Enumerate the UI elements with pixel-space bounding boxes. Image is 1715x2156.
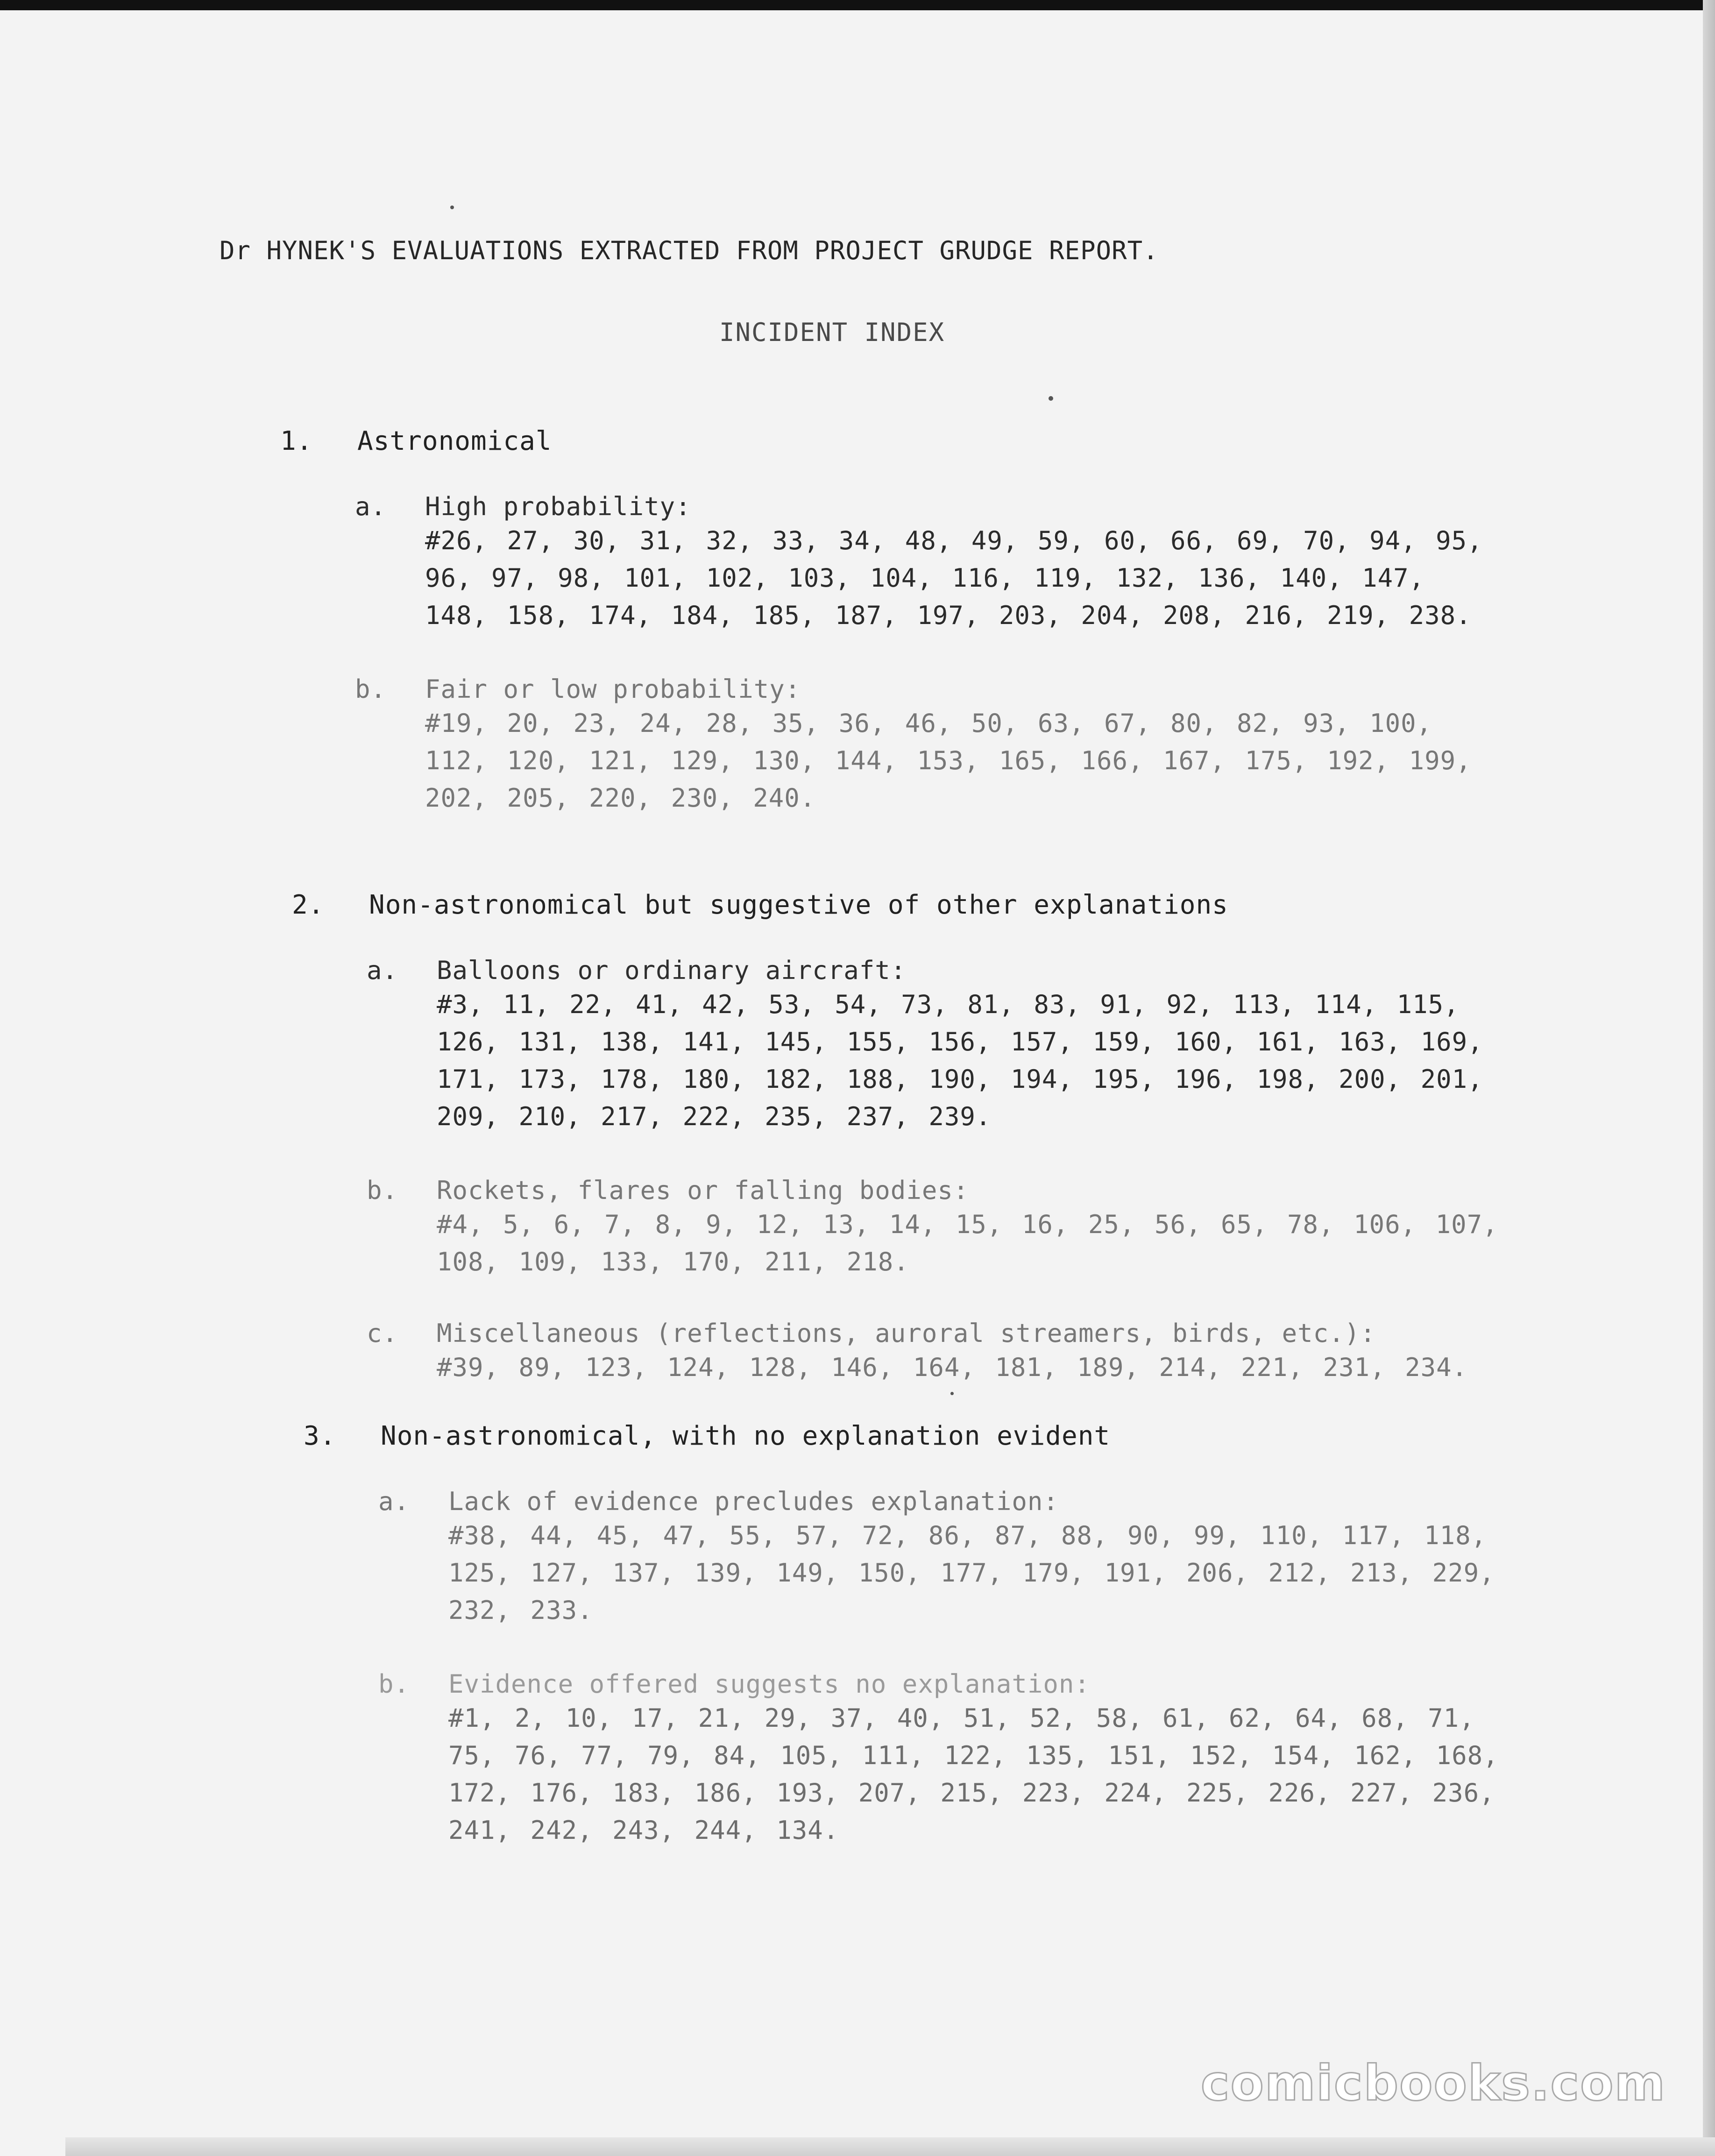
subsection-rockets-flares [367, 1175, 1511, 1281]
subsection-letter: a. [367, 956, 398, 985]
subsection-title: Miscellaneous (reflections, auroral streamers, birds, etc.): [437, 1319, 1376, 1348]
incident-list: #26, 27, 30, 31, 32, 33, 34, 48, 49, 59, 60, 66, 69, 70, 94, 95, 96, 97, 98, 101, 102, 103, 104, 116, 119, 132, 136, 140, 147, 148, 158, 174, 184, 185, 187, 197, 203, 204, 208, 216, 219, 238. [425, 526, 1483, 630]
section-heading [280, 426, 1499, 468]
subsection-letter: b. [355, 674, 387, 704]
section-heading [304, 1421, 1523, 1463]
section-title: Non-astronomical, with no explanation evident [381, 1421, 1111, 1451]
subsection-fair-probability [355, 674, 1499, 817]
document-title: Dr HYNEK'S EVALUATIONS EXTRACTED FROM PROJECT GRUDGE REPORT. [220, 236, 1159, 265]
subsection-title: High probability: [425, 492, 691, 521]
incident-list: #19, 20, 23, 24, 28, 35, 36, 46, 50, 63, 67, 80, 82, 93, 100, 112, 120, 121, 129, 130, 144, 153, 165, 166, 167, 175, 192, 199, 202, 205, 220, 230, 240. [425, 709, 1472, 813]
subsection-title: Evidence offered suggests no explanation: [448, 1669, 1090, 1699]
section-non-astronomical-unexplained [304, 1421, 1523, 1849]
subsection-label [367, 1318, 1511, 1349]
subsection-miscellaneous [367, 1318, 1511, 1386]
section-astronomical [280, 426, 1499, 817]
subsection-title: Balloons or ordinary aircraft: [437, 956, 907, 985]
section-title: Non-astronomical but suggestive of other explanations [369, 890, 1228, 920]
section-number: 2. [292, 890, 325, 920]
section-non-astronomical-suggestive [292, 890, 1511, 1386]
section-number: 1. [280, 426, 313, 456]
section-number: 3. [304, 1421, 336, 1451]
subsection-title: Lack of evidence precludes explanation: [448, 1487, 1059, 1516]
subsection-letter: a. [378, 1487, 410, 1516]
document-subtitle: INCIDENT INDEX [719, 318, 945, 347]
subsection-label [355, 674, 1499, 705]
subsection-label [367, 1175, 1511, 1206]
incident-list: #3, 11, 22, 41, 42, 53, 54, 73, 81, 83, 91, 92, 113, 114, 115, 126, 131, 138, 141, 145, 155, 156, 157, 159, 160, 161, 163, 169, 171, 173, 178, 180, 182, 188, 190, 194, 195, 196, 198, 200, 201, 209, 210, 217, 222, 235, 237, 239. [437, 990, 1483, 1131]
subsection-title: Rockets, flares or falling bodies: [437, 1176, 969, 1205]
subsection-no-explanation [378, 1669, 1523, 1849]
section-title: Astronomical [357, 426, 552, 456]
subsection-letter: a. [355, 492, 387, 521]
subsection-label [378, 1669, 1523, 1700]
subsection-letter: c. [367, 1319, 398, 1348]
subsection-title: Fair or low probability: [425, 674, 801, 704]
subsection-letter: b. [378, 1669, 410, 1699]
subsection-balloons-aircraft [367, 955, 1511, 1135]
incident-list: #4, 5, 6, 7, 8, 9, 12, 13, 14, 15, 16, 25, 56, 65, 78, 106, 107, 108, 109, 133, 170, 211, 218. [437, 1210, 1498, 1277]
subsection-label [367, 955, 1511, 986]
subsection-lack-of-evidence [378, 1486, 1523, 1629]
subsection-label [378, 1486, 1523, 1517]
subsection-letter: b. [367, 1176, 398, 1205]
subsection-high-probability [355, 491, 1499, 634]
incident-list: #38, 44, 45, 47, 55, 57, 72, 86, 87, 88, 90, 99, 110, 117, 118, 125, 127, 137, 139, 149, 150, 177, 179, 191, 206, 212, 213, 229, 232, 233. [448, 1521, 1495, 1625]
incident-list: #1, 2, 10, 17, 21, 29, 37, 40, 51, 52, 58, 61, 62, 64, 68, 71, 75, 76, 77, 79, 84, 105, 111, 122, 135, 151, 152, 154, 162, 168, 172, 176, 183, 186, 193, 207, 215, 223, 224, 225, 226, 227, 236, 241, 242, 243, 244, 134. [448, 1703, 1499, 1845]
subsection-label [355, 491, 1499, 522]
incident-list: #39, 89, 123, 124, 128, 146, 164, 181, 189, 214, 221, 231, 234. [437, 1353, 1468, 1382]
section-heading [292, 890, 1511, 932]
watermark-logo: comicbooks.com [1200, 2055, 1666, 2112]
